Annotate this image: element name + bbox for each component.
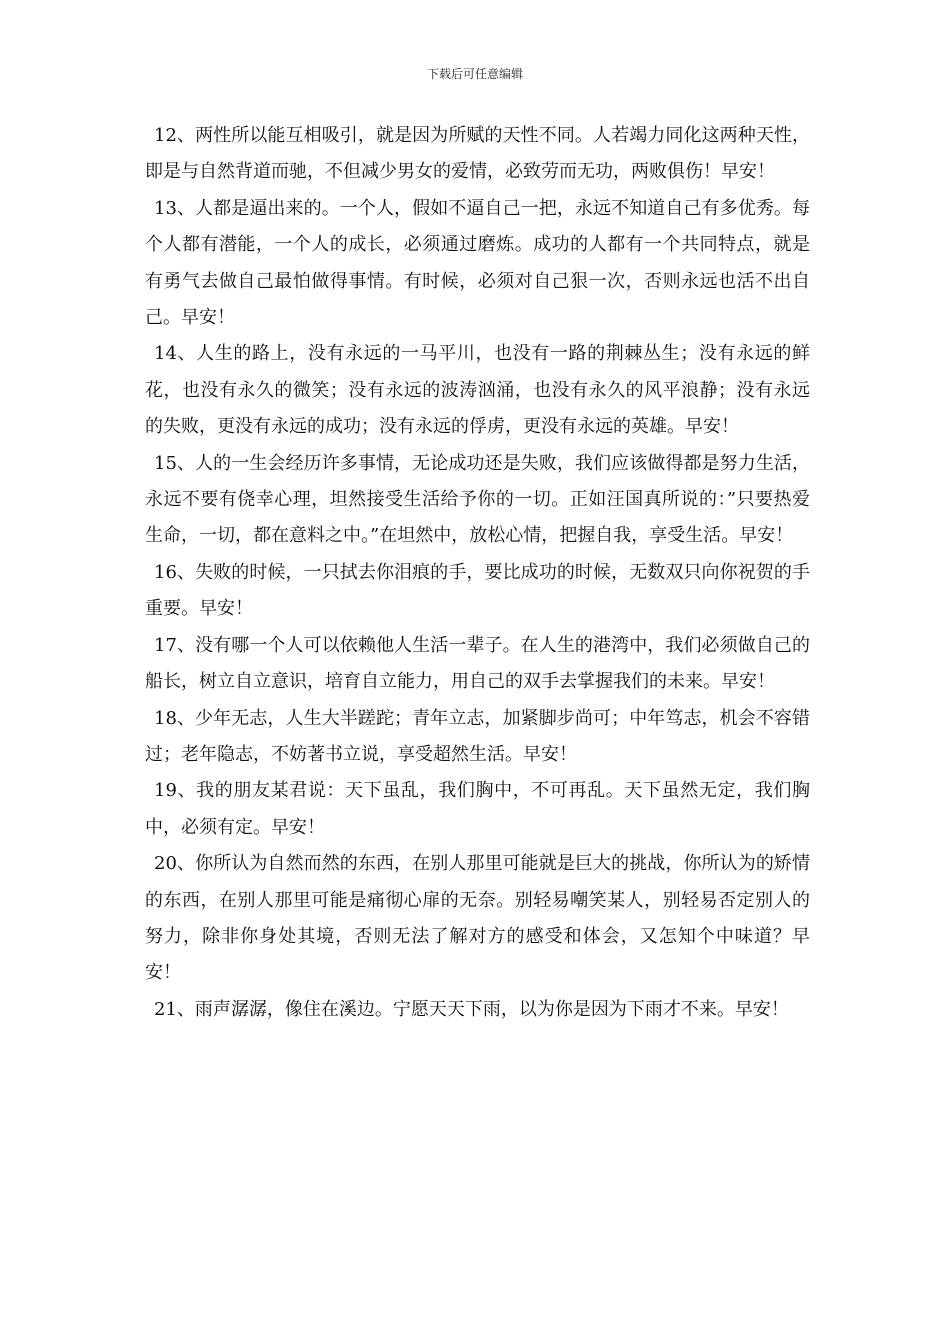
paragraph-17: 17、没有哪一个人可以依赖他人生活一辈子。在人生的港湾中，我们必须做自己的船长，树立自立意识，培育自立能力，用自己的双手去掌握我们的未来。早安！ bbox=[145, 634, 810, 693]
paragraph-21: 21、雨声潺潺，像住在溪边。宁愿天天下雨，以为你是因为下雨才不来。早安！ bbox=[154, 998, 789, 1020]
paragraph-14: 14、人生的路上，没有永远的一马平川，也没有一路的荆棘丛生；没有永远的鲜花，也没有永久的微笑；没有永远的波涛汹涌，也没有永久的风平浪静；没有永远的失败，更没有永远的成功；没有永远的俘虏，更没有永远的英雄。早安！ bbox=[145, 343, 810, 438]
document-body bbox=[145, 118, 810, 1028]
paragraph-15: 15、人的一生会经历许多事情，无论成功还是失败，我们应该做得都是努力生活，永远不要有侥幸心理，坦然接受生活给予你的一切。正如汪国真所说的：”只要热爱生命，一切，都在意料之中。”在坦然中，放松心情，把握自我，享受生活。早安！ bbox=[145, 452, 810, 547]
paragraph-18: 18、少年无志，人生大半蹉跎；青年立志，加紧脚步尚可；中年笃志，机会不容错过；老年隐志，不妨著书立说，享受超然生活。早安！ bbox=[145, 707, 810, 765]
paragraph-16: 16、失败的时候，一只拭去你泪痕的手，要比成功的时候，无数双只向你祝贺的手重要。早安！ bbox=[145, 561, 810, 620]
paragraph-12: 12、两性所以能互相吸引，就是因为所赋的天性不同。人若竭力同化这两种天性，即是与自然背道而驰，不但减少男女的爱情，必致劳而无功，两败俱伤！早安！ bbox=[145, 125, 810, 183]
paragraph-13: 13、人都是逼出来的。一个人，假如不逼自己一把，永远不知道自己有多优秀。每个人都有潜能，一个人的成长，必须通过磨炼。成功的人都有一个共同特点，就是有勇气去做自己最怕做得事情。有时候，必须对自己狠一次，否则永远也活不出自己。早安！ bbox=[145, 197, 810, 329]
paragraph-20: 20、你所认为自然而然的东西，在别人那里可能就是巨大的挑战，你所认为的矫情的东西，在别人那里可能是痛彻心扉的无奈。别轻易嘲笑某人，别轻易否定别人的努力，除非你身处其境，否则无法了解对方的感受和体会，又怎知个中味道？早安！ bbox=[145, 853, 810, 984]
page-header: 下载后可任意编辑 bbox=[426, 67, 523, 81]
paragraph-19: 19、我的朋友某君说：天下虽乱，我们胸中，不可再乱。天下虽然无定，我们胸中，必须有定。早安！ bbox=[145, 780, 810, 838]
